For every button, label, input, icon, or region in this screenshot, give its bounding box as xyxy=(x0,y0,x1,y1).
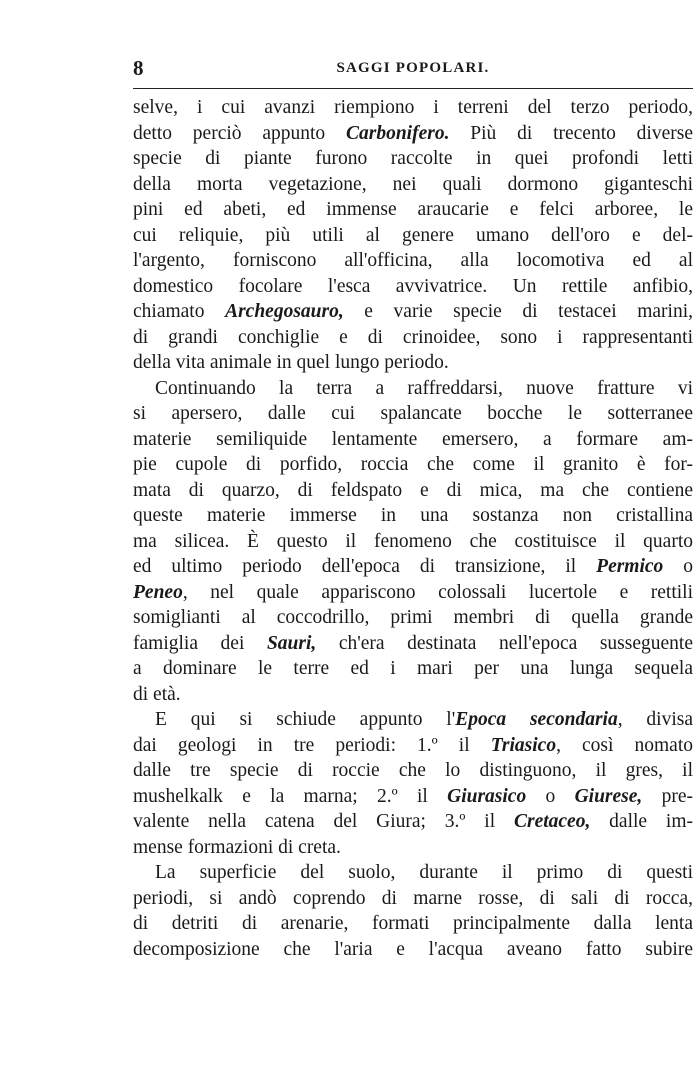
text-line xyxy=(133,580,693,606)
text-line xyxy=(133,350,693,376)
text-segment: e varie specie di testacei marini, xyxy=(343,301,693,322)
text-line xyxy=(133,452,693,478)
text-segment: ch'era destinata nell'epoca susseguente xyxy=(316,632,693,654)
text-segment: pie cupole di porfido, roccia che come il granito è for- xyxy=(133,454,693,475)
text-line xyxy=(133,835,693,861)
text-line xyxy=(133,503,693,529)
text-line xyxy=(133,197,693,223)
text-segment: dalle tre specie di roccie che lo distinguono, il gres, il xyxy=(133,760,693,781)
text-line xyxy=(133,325,693,351)
text-segment: , così nomato xyxy=(556,734,693,756)
italic-term: Epoca secondaria xyxy=(455,709,618,730)
text-line xyxy=(133,733,693,759)
text-segment: valente nella catena del Giura; 3.º il xyxy=(133,811,514,832)
text-segment: dai geologi in tre periodi: 1.º il xyxy=(133,734,491,756)
text-segment: di grandi conchiglie e di crinoidee, sono i rappresentanti xyxy=(133,326,693,348)
text-segment: o xyxy=(663,556,694,577)
text-line xyxy=(133,631,693,657)
text-line xyxy=(133,707,693,733)
text-line xyxy=(133,911,693,937)
text-line xyxy=(133,784,693,810)
text-line xyxy=(133,248,693,274)
text-segment: Più di trecento diverse xyxy=(449,122,693,144)
header-rule xyxy=(133,88,693,89)
text-segment: di detriti di arenarie, formati principalmente dalla lenta xyxy=(133,913,693,934)
italic-term: Sauri, xyxy=(266,632,317,654)
text-line xyxy=(133,223,693,249)
text-line xyxy=(133,299,693,325)
italic-term: Giurese, xyxy=(574,785,643,807)
italic-term: Triasico xyxy=(490,734,557,756)
page-number: 8 xyxy=(133,56,144,80)
italic-term: Archegosauro, xyxy=(225,301,344,322)
text-segment: selve, i cui avanzi riempiono i terreni del terzo periodo, xyxy=(133,97,693,118)
text-segment: Continuando la terra a raffreddarsi, nuove fratture vi xyxy=(155,377,693,399)
running-title: SAGGI POPOLARI. xyxy=(336,60,490,76)
text-segment: di età. xyxy=(133,683,181,705)
italic-term: Peneo xyxy=(133,581,183,603)
text-segment: della vita animale in quel lungo periodo. xyxy=(133,352,449,373)
text-segment: chiamato xyxy=(133,301,226,322)
text-segment: a dominare le terre ed i mari per una lunga sequela xyxy=(133,658,693,679)
text-segment: , nel quale appariscono colossali lucertole e rettili xyxy=(182,581,693,603)
italic-term: Cretaceo, xyxy=(513,811,591,832)
text-segment: o xyxy=(526,785,575,807)
text-segment: dalle im- xyxy=(590,811,693,832)
text-line xyxy=(133,809,693,835)
text-line xyxy=(133,656,693,682)
text-line xyxy=(133,937,693,963)
italic-term: Carbonifero. xyxy=(345,122,450,144)
text-segment: specie di piante furono raccolte in quei profondi letti xyxy=(133,148,693,169)
text-segment: detto perciò appunto xyxy=(133,122,346,144)
text-segment: della morta vegetazione, nei quali dormono giganteschi xyxy=(133,173,693,195)
text-segment: l'argento, forniscono all'officina, alla locomotiva ed al xyxy=(133,250,693,271)
text-segment: si apersero, dalle cui spalancate bocche le sotterranee xyxy=(133,403,693,424)
text-line xyxy=(133,274,693,300)
text-segment: queste materie immerse in una sostanza non cristallina xyxy=(133,505,693,526)
text-segment: decomposizione che l'aria e l'acqua aveano fatto subire xyxy=(133,938,693,960)
text-line xyxy=(133,758,693,784)
text-segment: , divisa xyxy=(617,709,693,730)
text-segment: pini ed abeti, ed immense araucarie e felci arboree, le xyxy=(133,199,693,220)
page-header xyxy=(133,52,693,82)
text-segment: E qui si schiude appunto l' xyxy=(155,709,456,730)
text-segment: cui reliquie, più utili al genere umano dell'oro e del- xyxy=(133,224,693,246)
text-line xyxy=(133,860,693,886)
text-segment: periodi, si andò coprendo di marne rosse, di sali di rocca, xyxy=(133,887,693,909)
text-segment: ed ultimo periodo dell'epoca di transizione, il xyxy=(133,556,597,577)
text-line xyxy=(133,172,693,198)
text-line xyxy=(133,95,693,121)
body-text xyxy=(133,95,693,962)
text-segment: domestico focolare l'esca avvivatrice. Un rettile anfibio, xyxy=(133,275,693,297)
italic-term: Permico xyxy=(596,556,664,577)
text-line xyxy=(133,478,693,504)
text-segment: ma silicea. È questo il fenomeno che costituisce il quarto xyxy=(133,530,693,552)
text-segment: materie semiliquide lentamente emersero, a formare am- xyxy=(133,428,693,450)
italic-term: Giurasico xyxy=(447,785,527,807)
text-segment: mushelkalk e la marna; 2.º il xyxy=(133,785,448,807)
text-segment: famiglia dei xyxy=(133,632,267,654)
text-line xyxy=(133,554,693,580)
text-segment: mata di quarzo, di feldspato e di mica, ma che contiene xyxy=(133,479,693,501)
text-segment: pre- xyxy=(642,785,693,807)
text-line xyxy=(133,427,693,453)
text-line xyxy=(133,605,693,631)
text-line xyxy=(133,682,693,708)
text-line xyxy=(133,401,693,427)
text-segment: mense formazioni di creta. xyxy=(133,836,341,858)
text-line xyxy=(133,886,693,912)
text-line xyxy=(133,376,693,402)
text-segment: La superficie del suolo, durante il primo di questi xyxy=(155,862,693,883)
text-line xyxy=(133,529,693,555)
text-line xyxy=(133,121,693,147)
text-line xyxy=(133,146,693,172)
text-segment: somiglianti al coccodrillo, primi membri di quella grande xyxy=(133,607,693,628)
